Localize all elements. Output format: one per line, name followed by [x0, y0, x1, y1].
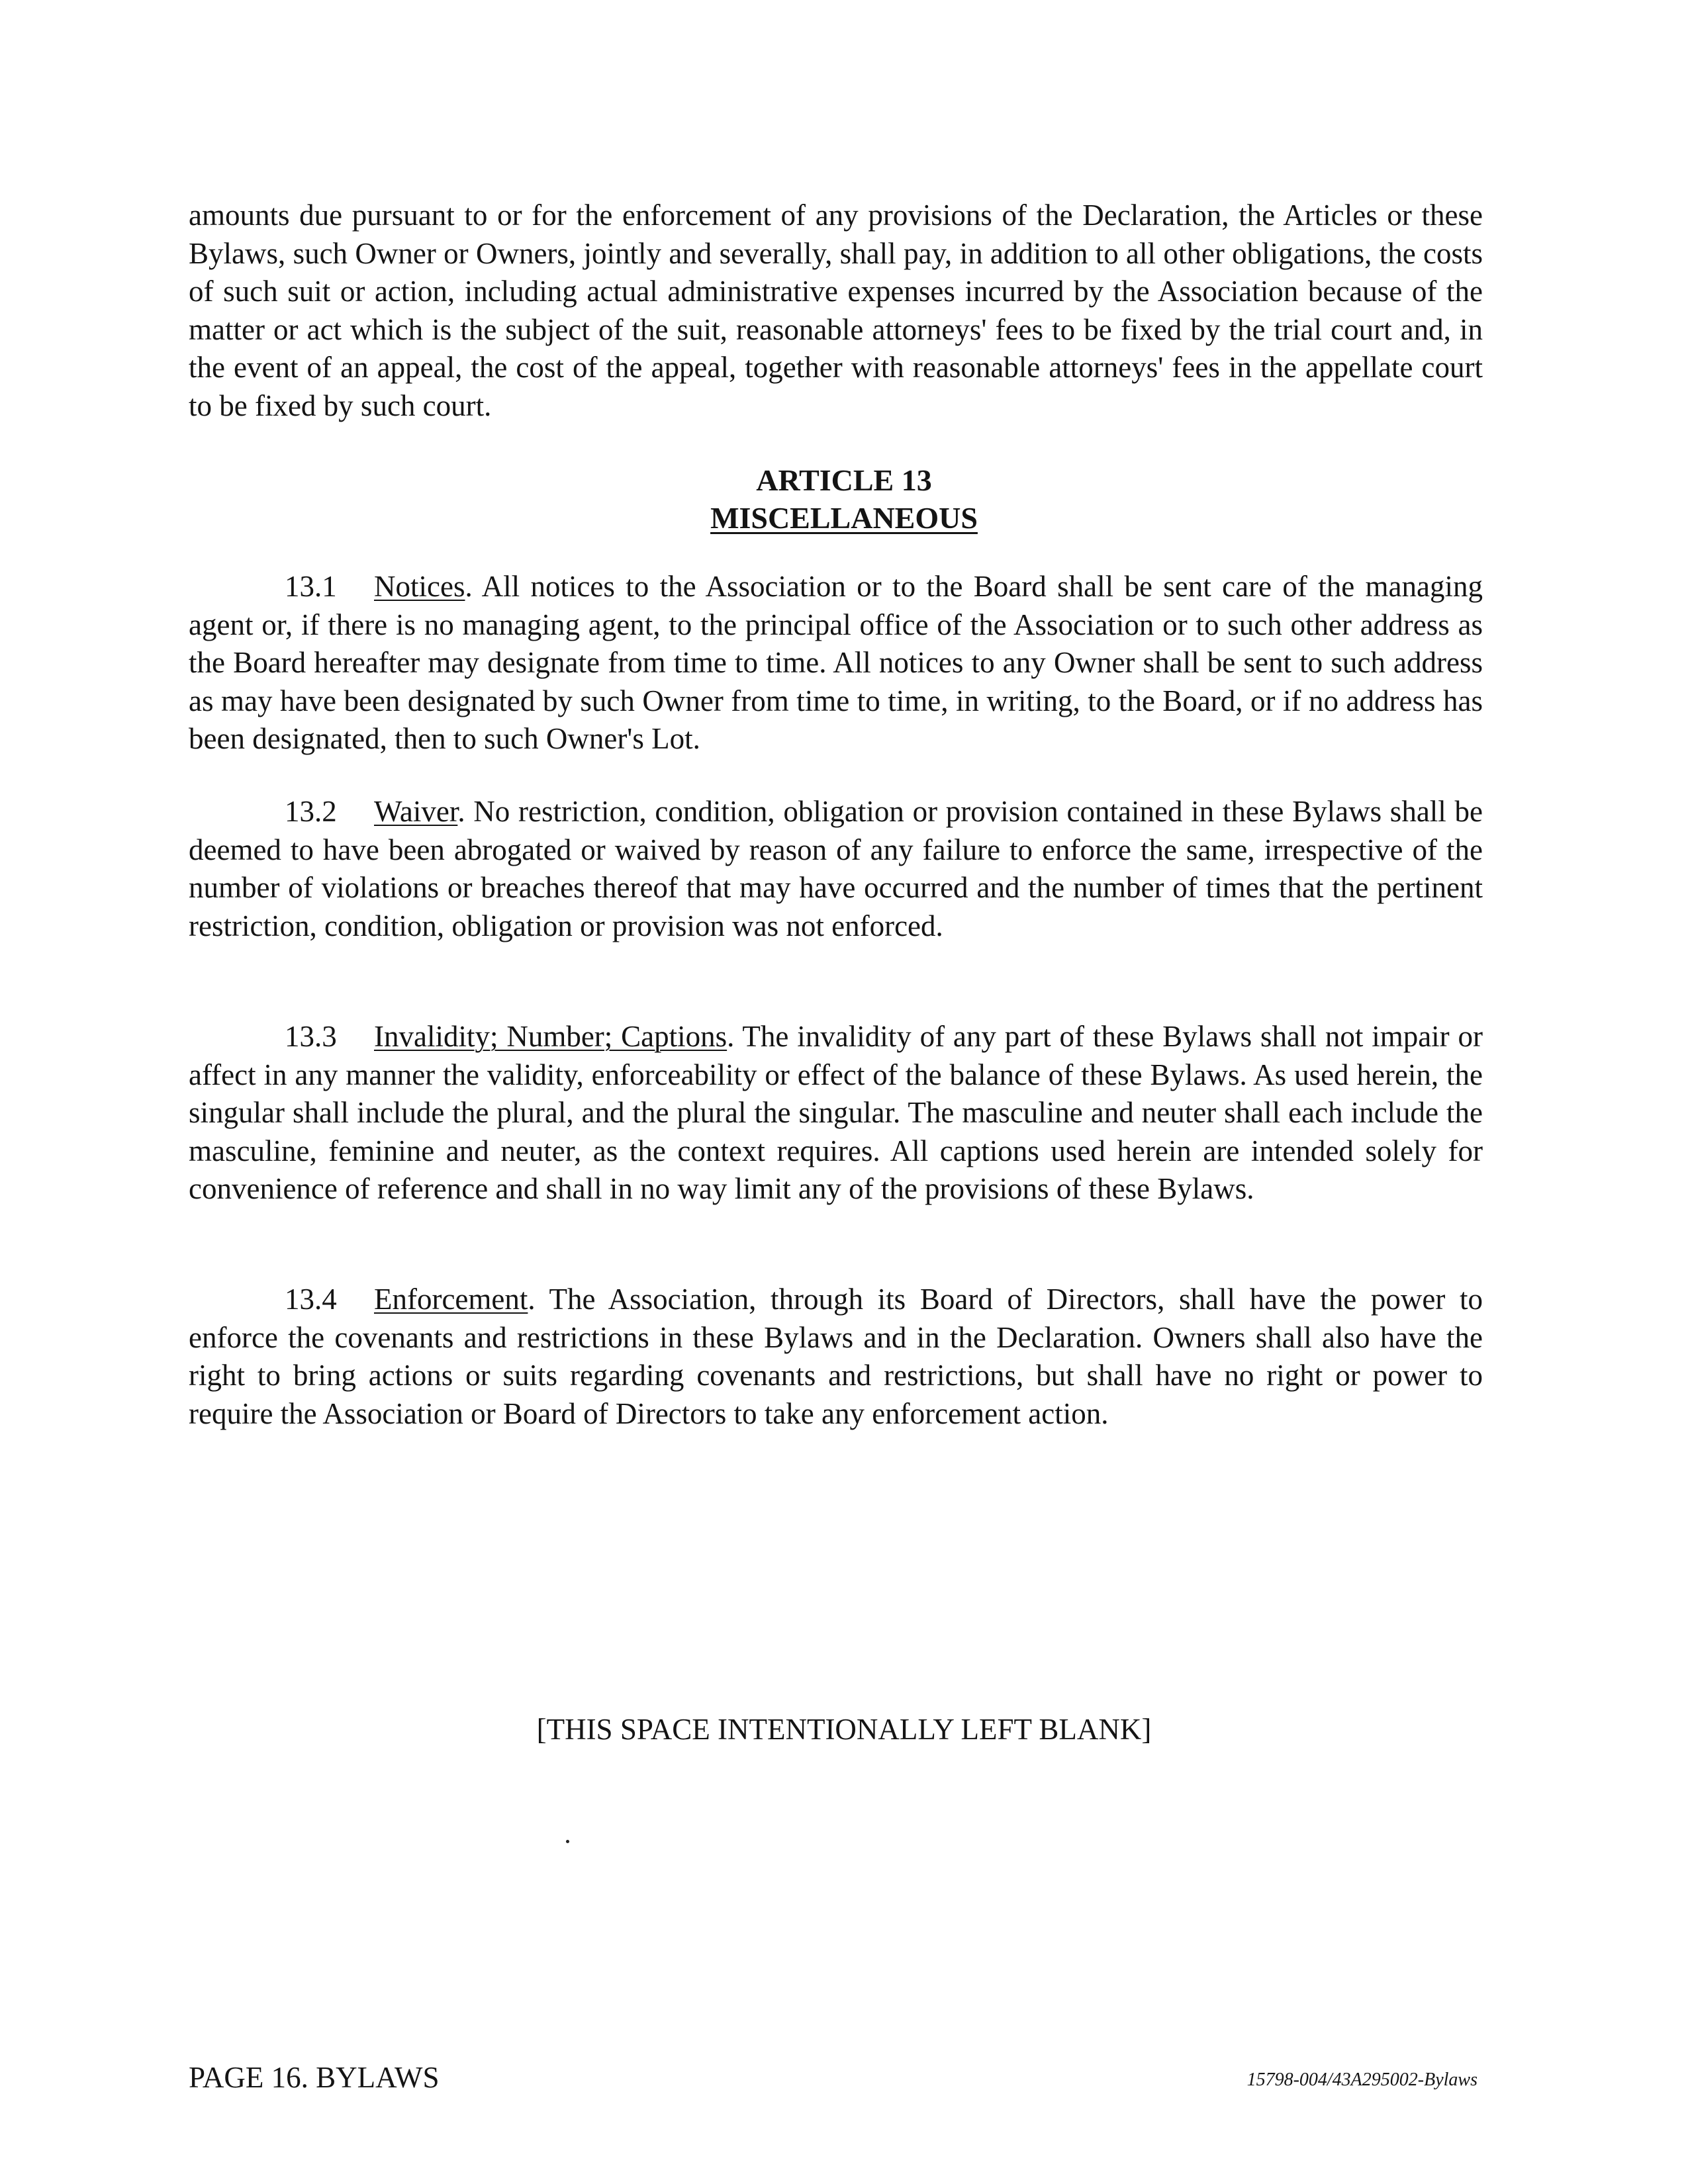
- article-title: MISCELLANEOUS: [710, 501, 978, 535]
- section-text: . The Association, through its Board of Directors, shall have the power to enforce the covenants and restrictions in these Bylaws and in the Declaration. Owners shall also have the right to bring actions or suits regarding covenants and restrictions, but shall have no right or power to require the Association or Board of Directors to take any enforcement action.: [189, 1283, 1483, 1430]
- section-13-3: [189, 1018, 1483, 1208]
- intro-paragraph: amounts due pursuant to or for the enforcement of any provisions of the Declaration, the Articles or these Bylaws, such Owner or Owners, jointly and severally, shall pay, in addition to all other obligations, the costs of such suit or action, including actual administrative expenses incurred by the Association because of the matter or act which is the subject of the suit, reasonable attorneys' fees to be fixed by the trial court and, in the event of an appeal, the cost of the appeal, together with reasonable attorneys' fees in the appellate court to be fixed by such court.: [189, 199, 1483, 422]
- footer-doc-id: 15798-004/43A295002-Bylaws: [1246, 2070, 1477, 2090]
- section-text: . No restriction, condition, obligation or provision contained in these Bylaws shall be deemed to have been abrogated or waived by reason of any failure to enforce the same, irrespective of the number of violations or breaches thereof that may have occurred and the number of times that the pertinent restriction, condition, obligation or provision was not enforced.: [189, 795, 1483, 942]
- article-heading: [0, 461, 1688, 537]
- section-caption: Invalidity; Number; Captions: [374, 1020, 727, 1053]
- section-text: . All notices to the Association or to the Board shall be sent care of the managing agent or, if there is no managing agent, to the principal office of the Association or to such other address as the Board hereafter may designate from time to time. All notices to any Owner shall be sent to such address as may have been designated by such Owner from time to time, in writing, to the Board, or if no address has been designated, then to such Owner's Lot.: [189, 570, 1483, 755]
- section-text: . The invalidity of any part of these Bylaws shall not impair or affect in any manner the validity, enforceability or effect of the balance of these Bylaws. As used herein, the singular shall include the plural, and the plural the singular. The masculine and neuter shall each include the masculine, feminine and neuter, as the context requires. All captions used herein are intended solely for convenience of reference and shall in no way limit any of the provisions of these Bylaws.: [189, 1020, 1483, 1205]
- section-number: 13.2: [285, 795, 337, 828]
- section-number: 13.3: [285, 1020, 337, 1053]
- section-caption: Enforcement: [374, 1283, 528, 1316]
- blank-space-notice: [THIS SPACE INTENTIONALLY LEFT BLANK]: [536, 1713, 1152, 1746]
- footer-page-label: PAGE 16. BYLAWS: [189, 2061, 440, 2094]
- section-caption: Waiver: [374, 795, 458, 828]
- section-13-4: [189, 1281, 1483, 1433]
- section-13-2: [189, 793, 1483, 945]
- section-number: 13.1: [285, 570, 337, 603]
- section-number: 13.4: [285, 1283, 337, 1316]
- article-number: ARTICLE 13: [756, 463, 932, 497]
- section-caption: Notices: [374, 570, 465, 603]
- section-13-1: [189, 568, 1483, 758]
- stray-mark: [566, 1840, 569, 1843]
